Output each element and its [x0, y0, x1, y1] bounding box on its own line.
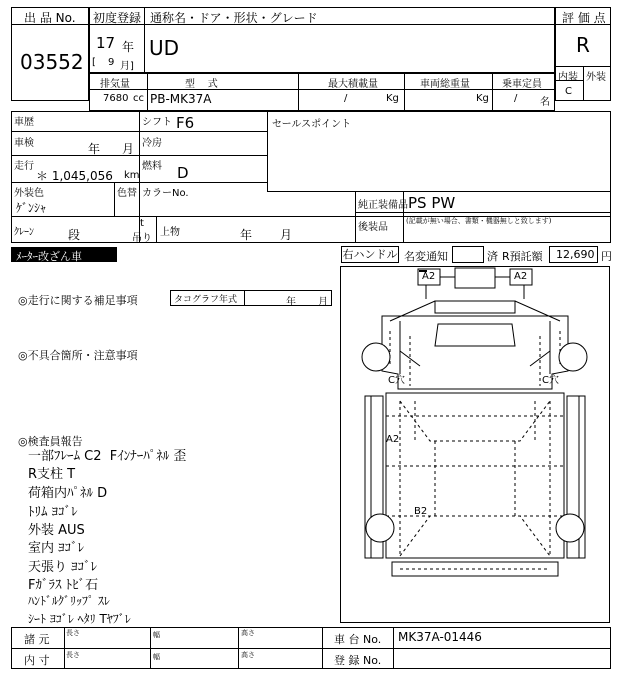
shift-label: シフト: [142, 117, 172, 128]
length-label: 長さ: [66, 629, 80, 637]
crane-year-unit: 年: [240, 228, 253, 242]
crane-month-unit: 月: [280, 228, 293, 242]
height-label-interior: 高さ: [241, 651, 255, 659]
mileage-unit: km: [124, 170, 140, 181]
history-label: 車歴: [14, 117, 34, 128]
grade-label: 評 価 点: [562, 11, 606, 25]
ac-label: 冷房: [142, 138, 162, 149]
defects-label: ◎不具合箇所・注意事項: [18, 349, 138, 362]
meter-tamper-label: ﾒｰﾀｰ改ざん車: [16, 250, 82, 263]
fuel-label: 燃料: [142, 161, 162, 172]
lot-number-label: 出 品 No.: [24, 11, 76, 25]
dimensions-label: 諸 元: [24, 633, 50, 646]
inspector-line: ｼｰﾄ ﾖｺﾞﾚ ﾍﾀﾘ Tﾔﾌﾞﾚ: [28, 612, 131, 626]
overall-grade: R: [576, 33, 590, 57]
damage-mark-b2-side: B2: [414, 506, 428, 517]
model-code: PB-MK37A: [150, 92, 212, 106]
make-name: UD: [149, 36, 180, 60]
crane-stage-unit: 段: [68, 228, 81, 242]
mileage-value: ＊ 1,045,056: [36, 169, 113, 183]
fuel-value: D: [177, 164, 189, 182]
month-unit: 月]: [120, 61, 134, 72]
inspector-line: 荷箱内ﾊﾟﾈﾙ D: [28, 486, 108, 501]
inspector-line: 外装 AUS: [28, 523, 85, 538]
aftermarket-note: (記載が無い場合、書類・機器無しと致します): [406, 217, 552, 225]
length-label-interior: 長さ: [66, 651, 80, 659]
name-change-box: [452, 246, 484, 263]
recycle-fee-amount: 12,690: [556, 248, 595, 261]
name-change-label: 名変通知: [404, 250, 448, 263]
rear-left-wheel-icon: [366, 514, 394, 542]
shift-value: F6: [176, 114, 195, 132]
color-label: 外装色: [14, 188, 44, 199]
displacement-value: 7680: [103, 93, 129, 104]
crane-hoist-label: 吊り: [132, 233, 152, 244]
interior-label: 内装: [558, 72, 578, 83]
recycle-fee-label: R預託額: [502, 250, 543, 263]
displacement-unit: cc: [133, 93, 144, 104]
color-value: ｹﾞﾝｼｬ: [16, 201, 47, 215]
model-description-label: 通称名・ドア・形状・グレード: [150, 11, 318, 25]
inspector-line: 一部ﾌﾚｰﾑ C2 Fｲﾝﾅｰﾊﾟﾈﾙ 歪: [28, 449, 187, 464]
inspection-year-unit: 年: [88, 142, 101, 156]
options-label: 純正装備品: [358, 200, 408, 211]
interior-grade: C: [565, 86, 572, 97]
tachograph-month-unit: 月: [318, 297, 328, 308]
inspector-line: Fｶﾞﾗｽ ﾄﾋﾞ石: [28, 578, 99, 593]
height-label: 高さ: [241, 629, 255, 637]
damage-mark-a2-side: A2: [386, 434, 400, 445]
color-code-label: カラーNo.: [142, 188, 189, 199]
driving-note-label: ◎走行に関する補足事項: [18, 294, 138, 307]
capacity-label: 乗車定員: [502, 79, 542, 90]
lot-number: 03552: [20, 50, 84, 74]
crane-ton-unit: t: [140, 218, 144, 229]
year-unit: 年: [122, 40, 135, 54]
inspection-month-unit: 月: [122, 142, 135, 156]
first-registration-label: 初度登録: [93, 11, 142, 25]
damage-mark-c-left: C穴: [388, 375, 405, 386]
mileage-label: 走行: [14, 161, 34, 172]
crane-label: ｸﾚｰﾝ: [14, 227, 34, 238]
inspection-label: 車検: [14, 138, 34, 149]
width-label-interior: 幅: [153, 653, 160, 661]
interior-dimensions-label: 内 寸: [24, 654, 50, 667]
front-left-wheel-icon: [362, 343, 390, 371]
color-change-label: 色替: [117, 188, 137, 199]
exterior-label: 外装: [586, 72, 606, 83]
gross-weight-unit: Kg: [476, 93, 489, 104]
options-value: PS PW: [408, 194, 456, 212]
rear-right-wheel-icon: [556, 514, 584, 542]
model-code-label: 型 式: [185, 79, 218, 90]
damage-mark-a2-left-text: A2: [422, 271, 436, 282]
tachograph-label: タコグラフ年式: [174, 295, 238, 305]
inspector-line: R支柱 T: [28, 467, 76, 482]
aftermarket-label: 後装品: [358, 222, 388, 233]
inspector-line: ﾄﾘﾑ ﾖｺﾞﾚ: [28, 505, 78, 520]
crane-install-label: 上物: [160, 227, 180, 238]
truck-diagram: [340, 266, 610, 623]
damage-mark-a2-right-text: A2: [514, 271, 528, 282]
front-right-wheel-icon: [559, 343, 587, 371]
width-label: 幅: [153, 631, 160, 639]
chassis-number: MK37A-01446: [398, 630, 482, 644]
capacity-separator: /: [514, 93, 518, 104]
max-load-unit: Kg: [386, 93, 399, 104]
registration-number-label: 登 録 No.: [334, 654, 382, 667]
capacity-unit: 名: [540, 97, 550, 108]
recycle-fee-unit: 円: [601, 250, 612, 263]
max-load-label: 最大積載量: [328, 79, 378, 90]
chassis-label: 車 台 No.: [334, 633, 382, 646]
damage-mark-c-right: C穴: [542, 375, 559, 386]
inspector-line: 室内 ﾖｺﾞﾚ: [28, 541, 85, 556]
name-change-mark: 済: [487, 250, 498, 263]
gross-weight-label: 車両総重量: [420, 79, 470, 90]
selling-points-label: セールスポイント: [272, 119, 352, 130]
right-hand-drive-badge: 右ハンドル: [342, 248, 398, 261]
max-load-separator: /: [344, 93, 348, 104]
inspector-report-label: ◎検査員報告: [18, 435, 83, 448]
inspector-line: ﾊﾝﾄﾞﾙｸﾞﾘｯﾌﾟ ｽﾚ: [28, 594, 110, 608]
month-open-bracket: [: [92, 57, 96, 68]
registration-year: 17: [96, 34, 116, 52]
registration-month: 9: [108, 57, 115, 68]
tachograph-year-unit: 年: [286, 297, 296, 308]
displacement-label: 排気量: [100, 79, 130, 90]
inspector-line: 天張り ﾖｺﾞﾚ: [28, 560, 98, 575]
